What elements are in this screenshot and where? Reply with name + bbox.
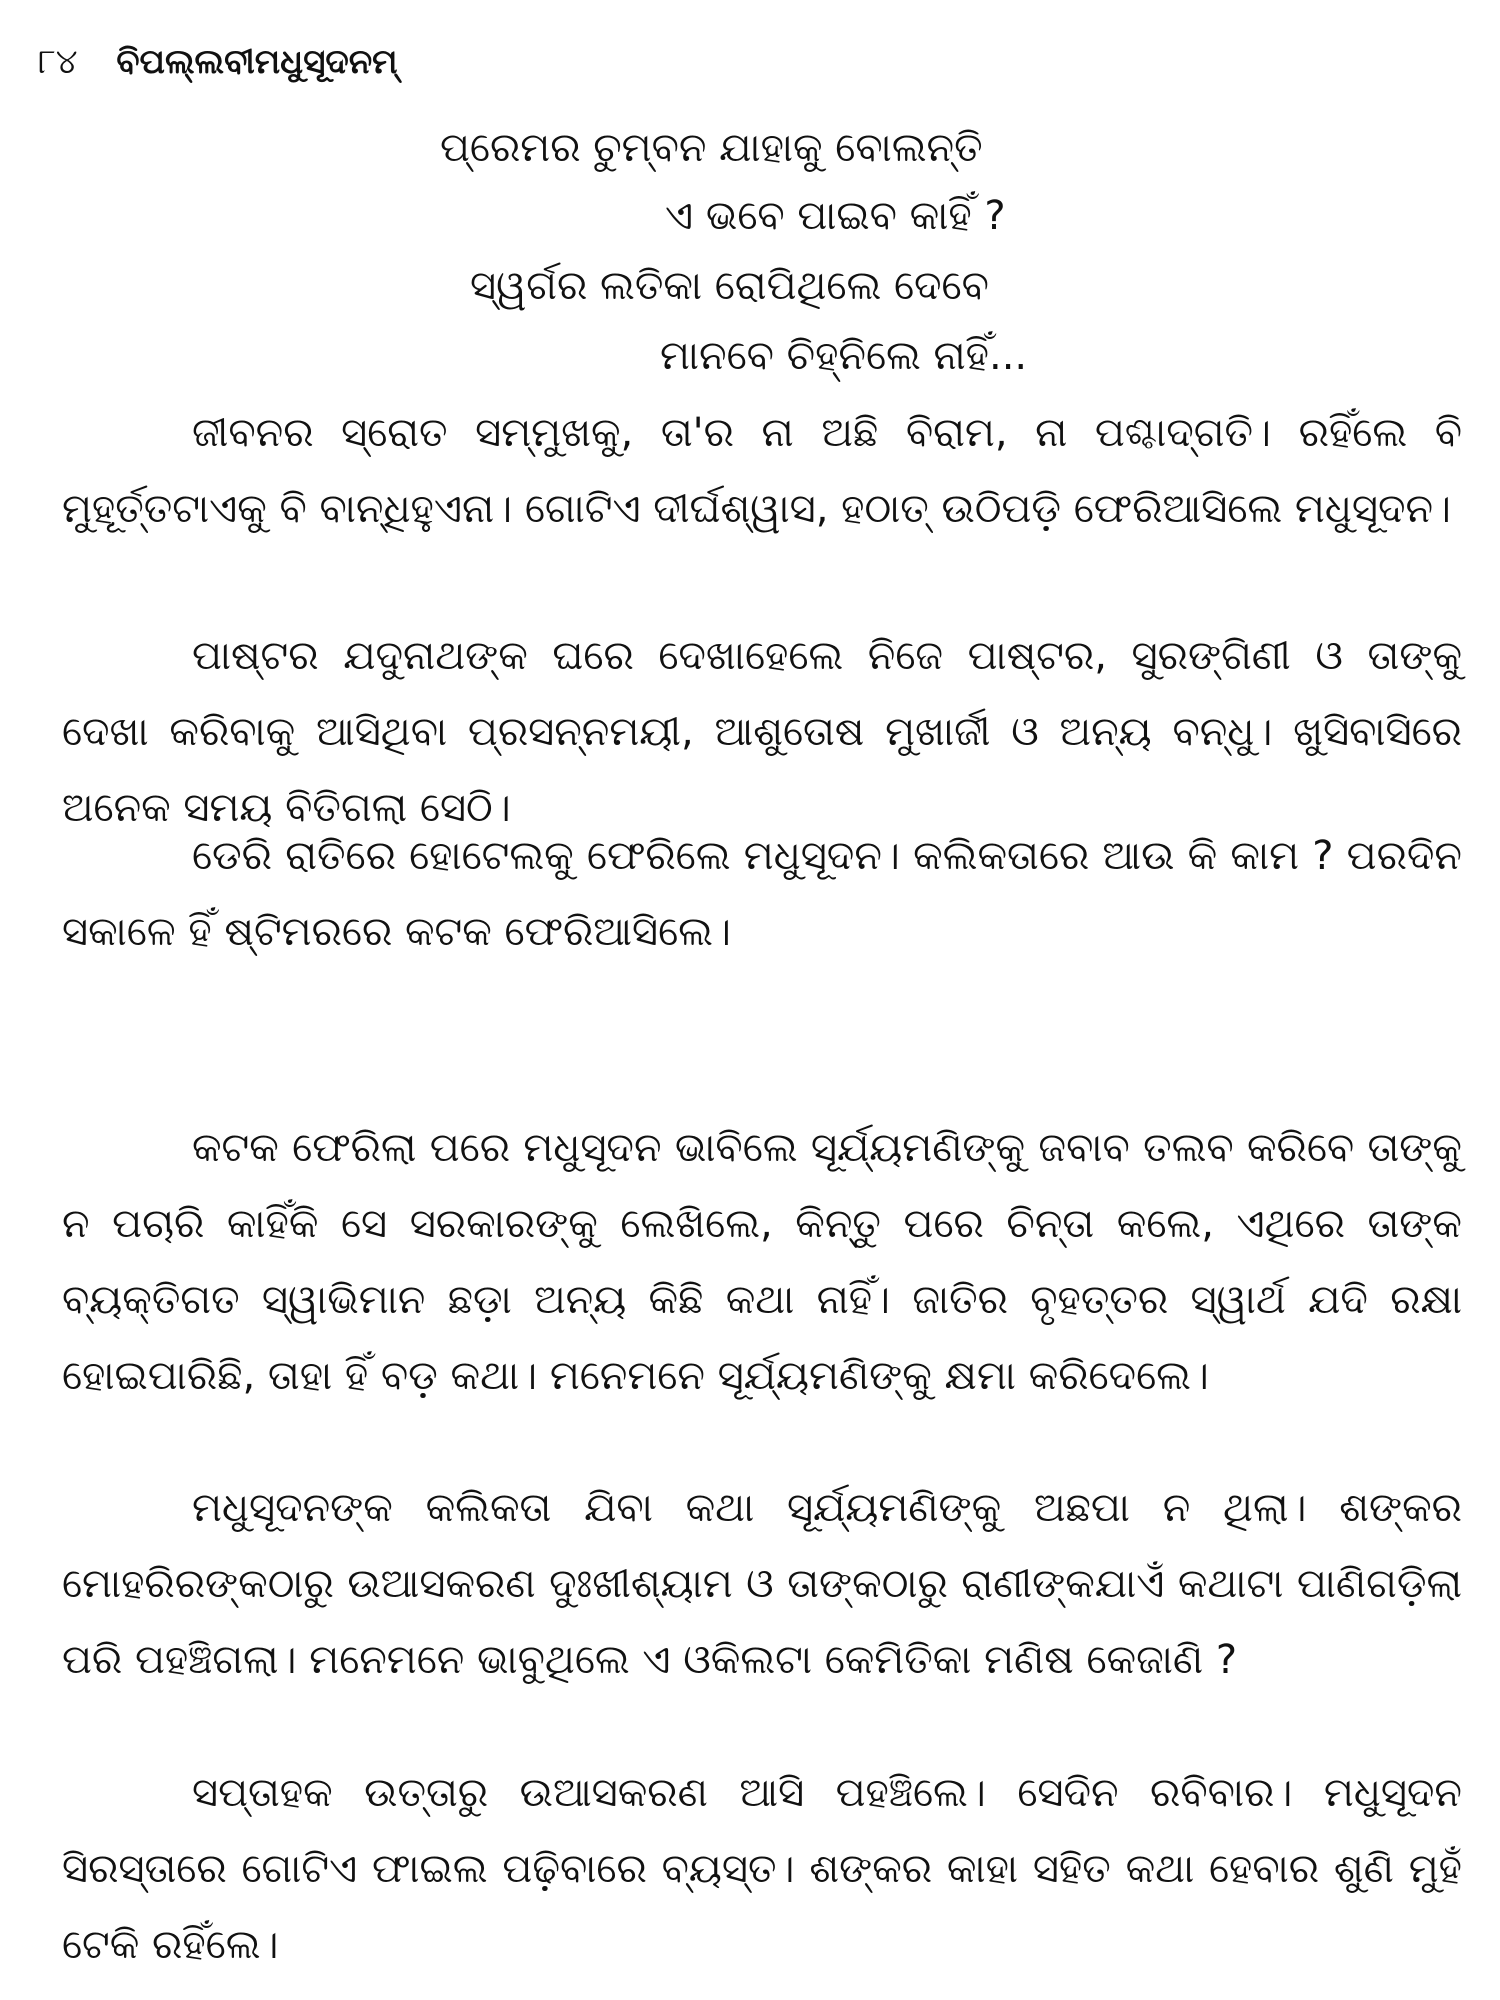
paragraph-6: ସପ୍ତାହକ ଉତ୍ତାରୁ ଉଆସକରଣ ଆସି ପହଞ୍ଚିଲେ। ସେଦିନ ରବିବାର। ମଧୁସୂଦନ ସିରସ୍ତାରେ ଗୋଟିଏ ଫାଇଲ ପଢ଼ିବାରେ ବ୍ୟସ୍ତ। ଶଙ୍କର କାହା ସହିତ କଥା ହେବାର ଶୁଣି ମୁହଁ ଟେକି ରହିଁଲେ।: [62, 1770, 1462, 1968]
paragraph-5: ମଧୁସୂଦନଙ୍କ କଲିକତା ଯିବା କଥା ସୂର୍ଯ୍ୟମଣିଙ୍କୁ ଅଛପା ନ ଥିଲା। ଶଙ୍କର ମୋହରିରଙ୍କଠାରୁ ଉଆସକରଣ ଦୁଃଖୀଶ୍ୟାମ ଓ ତାଙ୍କଠାରୁ ରାଣୀଙ୍କଯାଏଁ କଥାଟା ପାଣିଗଡ଼ିଲା ପରି ପହଞ୍ଚିଗଲା। ମନେମନେ ଭାବୁଥିଲେ ଏ ଓକିଲଟା କେମିତିକା ମଣିଷ କେଜାଣି ?: [62, 1485, 1462, 1683]
poem-line-4: ମାନବେ ଚିହ୍ନିଲେ ନାହିଁ...: [660, 333, 1028, 379]
page-header: [38, 42, 398, 82]
poem-line-1: ପ୍ରେମର ଚୁମ୍ବନ ଯାହାକୁ ବୋଲନ୍ତି: [440, 125, 983, 171]
running-title: ବିପଲ୍ଲବୀମଧୁସୂଦନମ୍: [116, 42, 398, 82]
paragraph-3: ଡେରି ରାତିରେ ହୋଟେଲକୁ ଫେରିଲେ ମଧୁସୂଦନ। କଲିକତାରେ ଆଉ କି କାମ ? ପରଦିନ ସକାଳେ ହିଁ ଷ୍ଟିମରରେ କଟକ ଫେରିଆସିଲେ।: [62, 833, 1462, 955]
paragraph-4: କଟକ ଫେରିଲା ପରେ ମଧୁସୂଦନ ଭାବିଲେ ସୂର୍ଯ୍ୟମଣିଙ୍କୁ ଜବାବ ତଲବ କରିବେ ତାଙ୍କୁ ନ ପଚାରି କାହିଁକି ସେ ସରକାରଙ୍କୁ ଲେଖିଲେ, କିନ୍ତୁ ପରେ ଚିନ୍ତା କଲେ, ଏଥିରେ ତାଙ୍କ ବ୍ୟକ୍ତିଗତ ସ୍ୱାଭିମାନ ଛଡ଼ା ଅନ୍ୟ କିଛି କଥା ନାହିଁ। ଜାତିର ବୃହତ୍ତର ସ୍ୱାର୍ଥ ଯଦି ରକ୍ଷା ହୋଇପାରିଛି, ତାହା ହିଁ ବଡ଼ କଥା। ମନେମନେ ସୂର୍ଯ୍ୟମଣିଙ୍କୁ କ୍ଷମା କରିଦେଲେ।: [62, 1125, 1462, 1399]
poem-line-2: ଏ ଭବେ ପାଇବ କାହିଁ ?: [665, 193, 1006, 239]
paragraph-1: ଜୀବନର ସ୍ରୋତ ସମ୍ମୁଖକୁ, ତା'ର ନା ଅଛି ବିରାମ, ନା ପଶ୍ଚାଦ୍‌ଗତି। ରହିଁଲେ ବି ମୁହୂର୍ତ୍ତଟାଏକୁ ବି ବାନ୍ଧିହୁଏନା। ଗୋଟିଏ ଦୀର୍ଘଶ୍ୱାସ, ହଠାତ୍ ଉଠିପଡ଼ି ଫେରିଆସିଲେ ମଧୁସୂଦନ।: [62, 410, 1462, 532]
paragraph-2: ପାଷ୍ଟର ଯଦୁନାଥଙ୍କ ଘରେ ଦେଖାହେଲେ ନିଜେ ପାଷ୍ଟର, ସୁରଙ୍ଗିଣୀ ଓ ତାଙ୍କୁ ଦେଖା କରିବାକୁ ଆସିଥିବା ପ୍ରସନ୍ନମୟୀ, ଆଶୁତୋଷ ମୁଖାର୍ଜୀ ଓ ଅନ୍ୟ ବନ୍ଧୁ। ଖୁସିବାସିରେ ଅନେକ ସମୟ ବିତିଗଲା ସେଠି।: [62, 633, 1462, 831]
page-number: ୮୪: [38, 42, 78, 82]
poem-line-3: ସ୍ୱର୍ଗର ଲତିକା ରୋପିଥିଲେ ଦେବେ: [470, 263, 989, 309]
